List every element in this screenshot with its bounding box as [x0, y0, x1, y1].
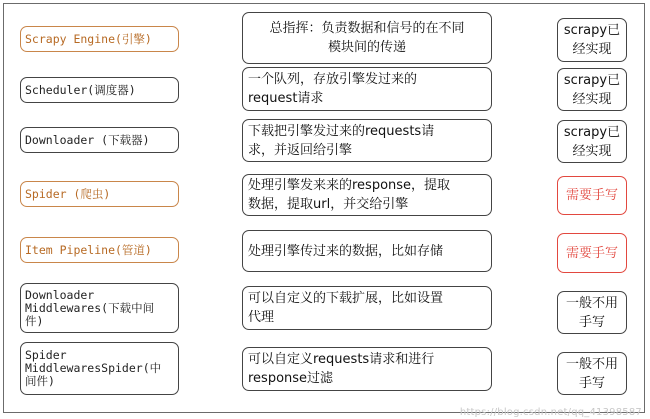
component-item-pipeline: [20, 237, 179, 263]
status-spider: [557, 176, 627, 215]
status-text: 一般不用 手写: [565, 295, 618, 330]
description-downloader: [242, 119, 492, 162]
status-text: 一般不用 手写: [565, 356, 618, 391]
component-label: Downloader Middlewares(下载中间 件): [25, 287, 155, 328]
description-item-pipeline: [242, 230, 492, 272]
status-text: scrapy已 经实现: [563, 124, 621, 159]
description-text: 总指挥：负责数据和信号的在不同 模块间的传递: [269, 21, 465, 55]
component-label: Spider (爬虫): [25, 186, 111, 201]
component-label: Spider MiddlewaresSpider(中 间件): [25, 348, 162, 388]
status-spider-middlewares: [557, 352, 627, 395]
description-scheduler: [242, 67, 492, 111]
description-text: 处理引擎发来来的response，提取 数据，提取url，并交给引擎: [248, 178, 451, 212]
watermark: https://blog.csdn.net/qq_41398587: [459, 407, 642, 418]
description-text: 下载把引擎发过来的requests请 求，并返回给引擎: [248, 123, 435, 158]
component-spider: [20, 181, 179, 207]
component-downloader-middlewares: [20, 283, 179, 333]
status-scheduler: [557, 68, 627, 111]
component-downloader: [20, 127, 179, 153]
component-scrapy-engine: [20, 26, 179, 52]
component-spider-middlewares: [20, 342, 179, 395]
description-text: 可以自定义的下载扩展，比如设置 代理: [248, 291, 444, 325]
description-text: 处理引擎传过来的数据，比如存储: [248, 243, 444, 259]
status-downloader-middlewares: [557, 291, 627, 334]
status-downloader: [557, 120, 627, 163]
status-item-pipeline: [557, 233, 627, 273]
status-scrapy-engine: [557, 18, 627, 62]
component-label: Scrapy Engine(引擎): [25, 31, 152, 46]
component-label: Downloader (下载器): [25, 132, 150, 147]
description-spider: [242, 174, 492, 216]
component-scheduler: [20, 77, 179, 103]
description-text: 可以自定义requests请求和进行 response过滤: [248, 352, 435, 386]
status-text: 需要手写: [565, 188, 618, 203]
component-label: Item Pipeline(管道): [25, 242, 152, 257]
description-text: 一个队列，存放引擎发过来的 request请求: [248, 72, 418, 106]
status-text: scrapy已 经实现: [563, 23, 621, 57]
status-text: scrapy已 经实现: [563, 72, 621, 107]
description-downloader-middlewares: [242, 286, 492, 330]
description-spider-middlewares: [242, 347, 492, 391]
description-scrapy-engine: [242, 12, 492, 64]
component-label: Scheduler(调度器): [25, 82, 136, 97]
status-text: 需要手写: [565, 245, 618, 261]
